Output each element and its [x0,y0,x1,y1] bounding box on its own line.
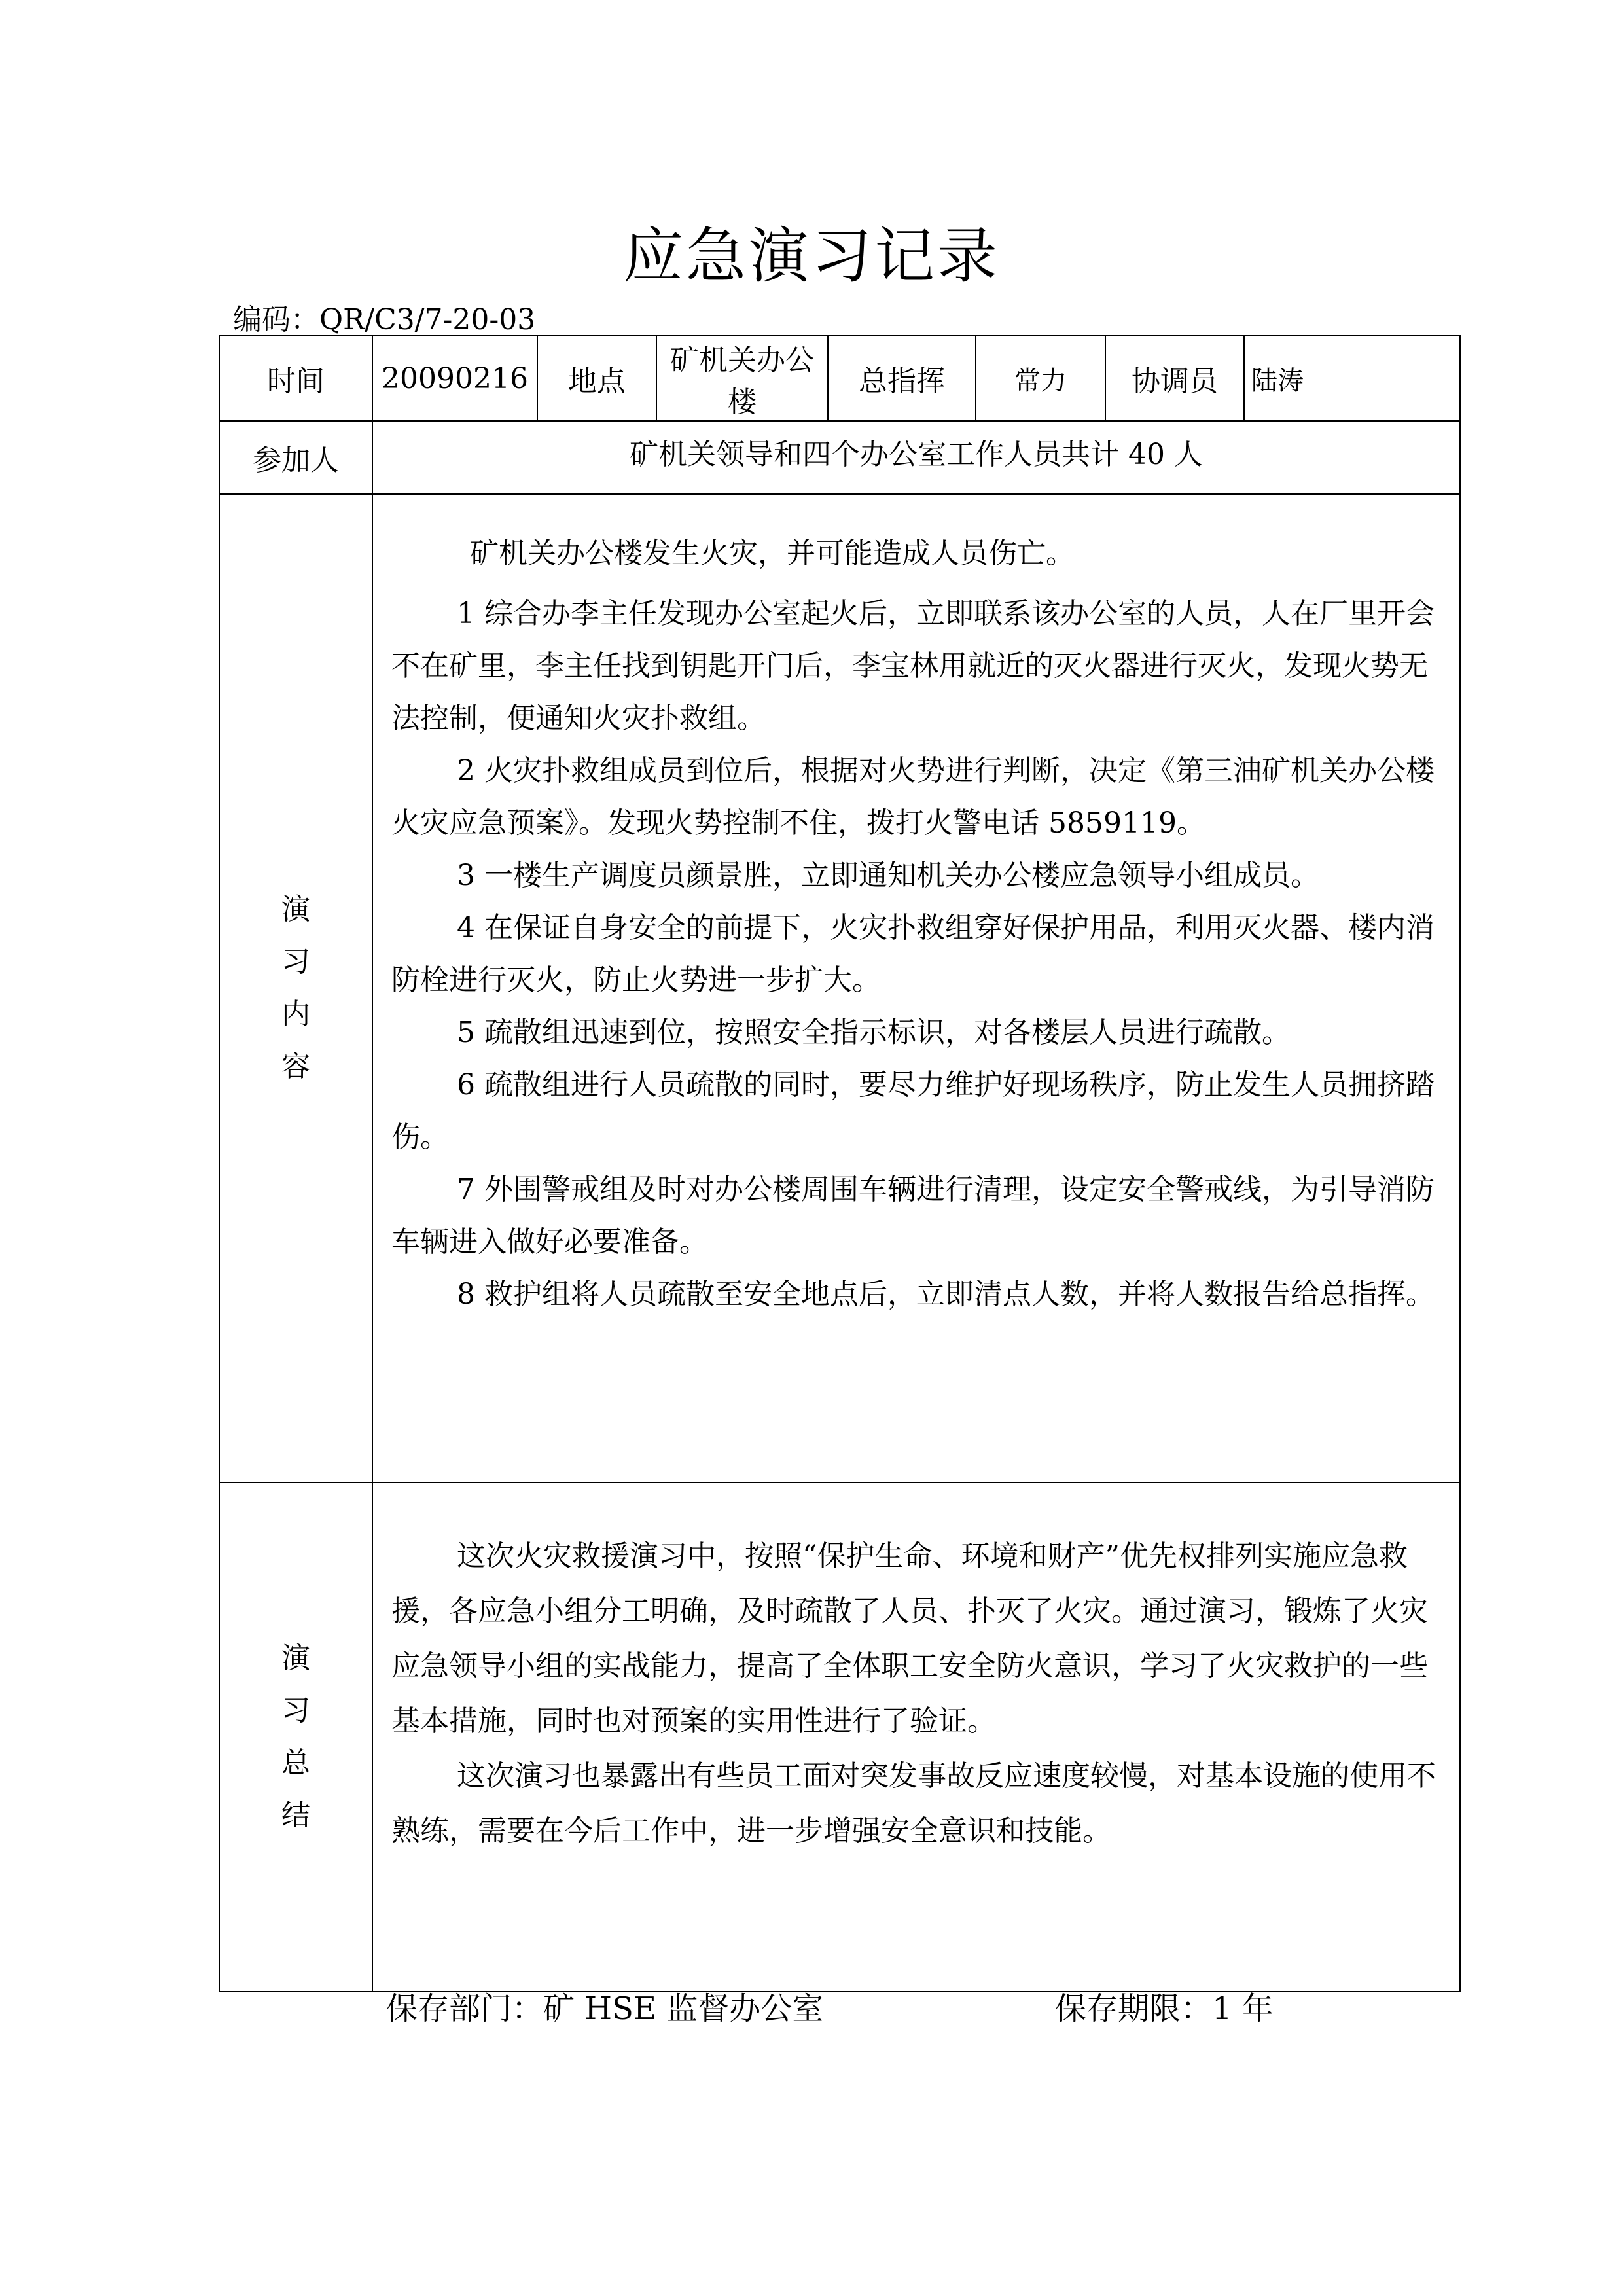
page-title: 应急演习记录 [622,221,1000,291]
label-char: 总 [281,1746,310,1780]
document-code: 编码：QR/C3/7-20-03 [233,303,536,336]
commander-label: 总指挥 [828,336,976,421]
label-char: 演 [281,1641,310,1675]
drill-step: 7 外围警戒组及时对办公楼周围车辆进行清理，设定安全警戒线，为引导消防车辆进入做好必要准备。 [391,1173,1435,1259]
label-char: 习 [281,945,310,978]
drill-summary-label [219,1482,372,1992]
drill-step: 3 一楼生产调度员颜景胜，立即通知机关办公楼应急领导小组成员。 [457,859,1319,892]
drill-intro: 矿机关办公楼发生火灾，并可能造成人员伤亡。 [470,537,1075,570]
time-label: 时间 [219,336,372,421]
header-row [219,336,1460,421]
place-value: 矿机关办公楼 [656,336,828,421]
summary-paragraph: 这次火灾救援演习中，按照“保护生命、环境和财产”优先权排列实施应急救援，各应急小组分工明确，及时疏散了人员、扑灭了火灾。通过演习，锻炼了火灾应急领导小组的实战能力，提高了全体职工安全防火意识，学习了火灾救护的一些基本措施，同时也对预案的实用性进行了验证。 [391,1539,1428,1738]
participants-label: 参加人 [219,421,372,494]
label-char: 结 [281,1799,310,1832]
storage-term: 保存期限：1 年 [1055,1990,1274,2027]
label-char: 习 [281,1694,310,1727]
drill-content-label [219,494,372,1482]
record-table [219,335,1461,1992]
storage-department: 保存部门：矿 HSE 监督办公室 [386,1990,824,2027]
participants-value: 矿机关领导和四个办公室工作人员共计 40 人 [372,421,1460,494]
summary-paragraph: 这次演习也暴露出有些员工面对突发事故反应速度较慢，对基本设施的使用不熟练，需要在今后工作中，进一步增强安全意识和技能。 [391,1759,1436,1848]
drill-step: 8 救护组将人员疏散至安全地点后，立即清点人数，并将人数报告给总指挥。 [457,1278,1435,1311]
label-char: 演 [281,893,310,926]
drill-step: 2 火灾扑救组成员到位后，根据对火势进行判断，决定《第三油矿机关办公楼火灾应急预案》。发现火势控制不住，拨打火警电话 5859119。 [391,754,1435,840]
coordinator-label: 协调员 [1105,336,1244,421]
participants-row [219,421,1460,494]
drill-step: 4 在保证自身安全的前提下，火灾扑救组穿好保护用品，利用灭火器、楼内消防栓进行灭火，防止火势进一步扩大。 [391,911,1435,997]
drill-step: 6 疏散组进行人员疏散的同时，要尽力维护好现场秩序，防止发生人员拥挤踏伤。 [391,1068,1435,1154]
drill-content-row [219,494,1460,1482]
drill-summary-body [372,1482,1460,1992]
label-char: 内 [281,997,310,1031]
drill-content-body [372,494,1460,1482]
coordinator-value: 陆涛 [1244,336,1460,421]
place-label: 地点 [537,336,656,421]
commander-value: 常力 [976,336,1105,421]
label-char: 容 [281,1050,310,1083]
drill-step: 5 疏散组迅速到位，按照安全指示标识，对各楼层人员进行疏散。 [457,1016,1291,1049]
drill-step: 1 综合办李主任发现办公室起火后，立即联系该办公室的人员，人在厂里开会不在矿里，李主任找到钥匙开门后，李宝林用就近的灭火器进行灭火，发现火势无法控制，便通知火灾扑救组。 [391,597,1435,735]
drill-summary-row [219,1482,1460,1992]
time-value: 20090216 [372,336,537,421]
